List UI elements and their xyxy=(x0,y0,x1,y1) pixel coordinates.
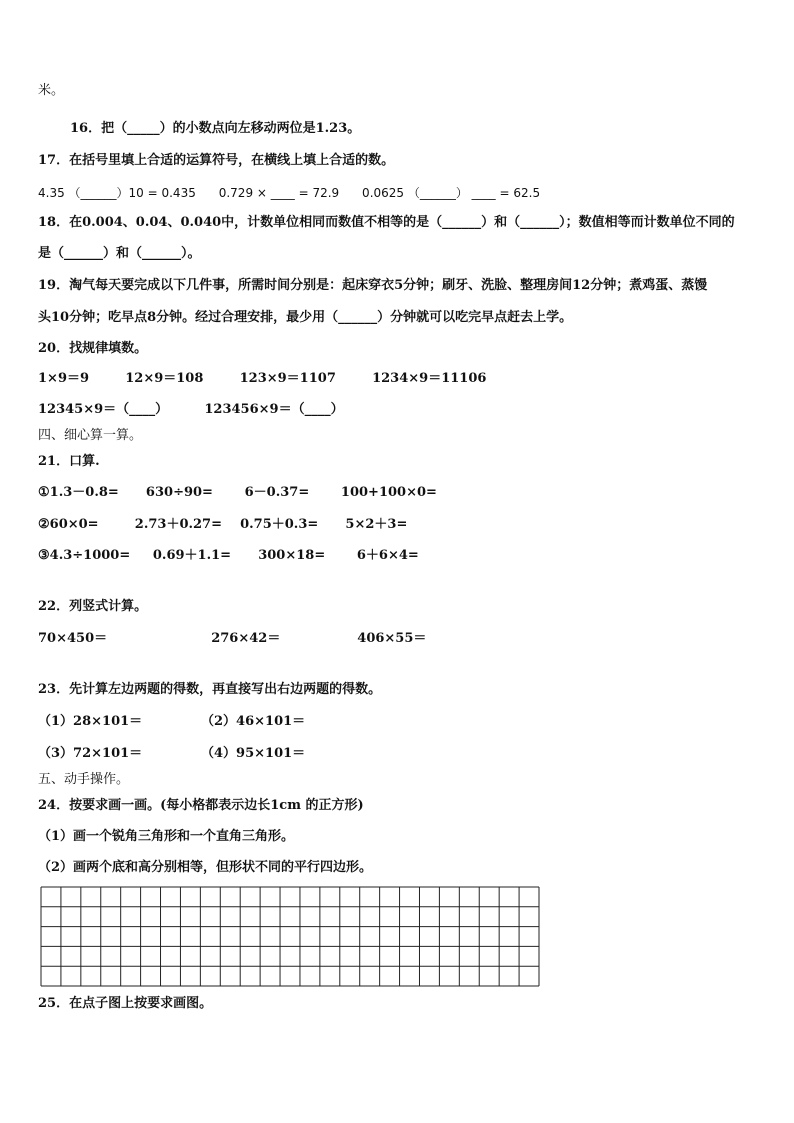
question-18-cont: 是（______）和（______）。 xyxy=(38,246,201,261)
question-23: 23．先计算左边两题的得数，再直接写出右边两题的得数。 xyxy=(38,682,382,697)
question-24: 24．按要求画一画。(每小格都表示边长1cm 的正方形) xyxy=(38,798,364,813)
question-21-row2: ②60×0= 2.73＋0.27= 0.75＋0.3= 5×2＋3= xyxy=(38,517,408,532)
square-grid xyxy=(40,886,540,987)
question-20-row1: 1×9＝9 12×9＝108 123×9＝1107 1234×9＝11106 xyxy=(38,371,487,386)
question-21-row1: ①1.3－0.8= 630÷90= 6－0.37= 100+100×0= xyxy=(38,485,437,500)
question-18: 18．在0.004、0.04、0.040中，计数单位相同而数值不相等的是（______）和（______）；数值相等而计数单位不同的 xyxy=(38,215,735,230)
question-22-items: 70×450＝ 276×42＝ 406×55＝ xyxy=(38,631,427,646)
question-23-row1: （1）28×101＝ （2）46×101＝ xyxy=(38,714,306,729)
question-22: 22．列竖式计算。 xyxy=(38,599,148,614)
question-24-part2: （2）画两个底和高分别相等，但形状不同的平行四边形。 xyxy=(38,860,373,875)
question-25: 25．在点子图上按要求画图。 xyxy=(38,996,213,1011)
question-20-row2: 12345×9＝（____） 123456×9＝（____） xyxy=(38,402,344,417)
question-20: 20．找规律填数。 xyxy=(38,341,148,356)
question-23-row2: （3）72×101＝ （4）95×101＝ xyxy=(38,746,306,761)
question-21: 21．口算. xyxy=(38,454,100,469)
question-24-part1: （1）画一个锐角三角形和一个直角三角形。 xyxy=(38,829,295,844)
section-4-heading: 四、细心算一算。 xyxy=(38,428,143,443)
line-0: 米。 xyxy=(38,83,65,98)
question-19-cont: 头10分钟；吃早点8分钟。经过合理安排，最少用（______）分钟就可以吃完早点赶去上学。 xyxy=(38,310,573,325)
section-5-heading: 五、动手操作。 xyxy=(38,772,130,787)
question-21-row3: ③4.3÷1000= 0.69＋1.1= 300×18= 6＋6×4= xyxy=(38,548,419,563)
question-19: 19．淘气每天要完成以下几件事，所需时间分别是：起床穿衣5分钟；刷牙、洗脸、整理房间12分钟；煮鸡蛋、蒸馒 xyxy=(38,278,708,293)
question-16: 16．把（_____）的小数点向左移动两位是1.23。 xyxy=(70,121,361,136)
question-17: 17．在括号里填上合适的运算符号，在横线上填上合适的数。 xyxy=(38,153,395,168)
question-17-formulas: 4.35 （______）10 = 0.435 0.729 × ____ = 72.9 0.0625 （______） ____ = 62.5 xyxy=(38,186,541,200)
